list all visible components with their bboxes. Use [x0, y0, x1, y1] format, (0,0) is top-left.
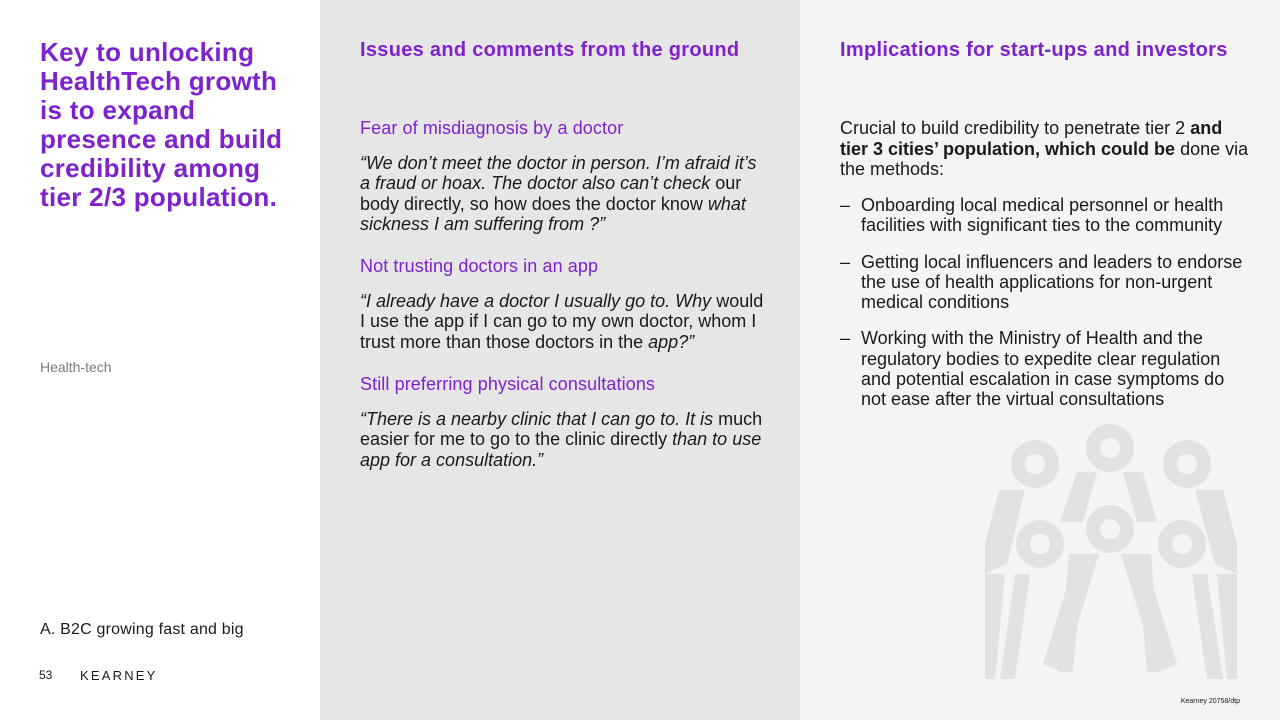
issue-item — [360, 374, 770, 470]
issues-panel — [320, 0, 800, 720]
implications-intro — [840, 118, 1250, 180]
intro-bold: and tier 3 cities’ population, which could be — [840, 118, 1223, 159]
subsection-label: A. B2C growing fast and big — [40, 621, 244, 638]
method-item — [840, 195, 1250, 236]
implications-panel — [800, 0, 1280, 720]
quote-italic-end: app?” — [648, 331, 695, 352]
quote-plain: our body directly, so how does the doctor know — [360, 173, 742, 214]
implications-title: Implications for start-ups and investors — [840, 39, 1228, 61]
quote-italic-start: “I already have a doctor I usually go to. Why — [360, 291, 712, 312]
quote-italic-start: “We don’t meet the doctor in person. I’m afraid it’s a fraud or hoax. The doctor also can’t check — [360, 153, 757, 194]
quote-italic-start: “There is a nearby clinic that I can go to. It is — [360, 409, 714, 430]
dash-bullet: – — [840, 195, 851, 215]
method-item — [840, 252, 1250, 313]
issue-item — [360, 256, 770, 352]
quote-italic-end: than to use app for a consultation.” — [360, 429, 762, 470]
issue-quote — [360, 409, 770, 470]
section-tag: Health-tech — [40, 359, 112, 375]
intro-plain: Crucial to build credibility to penetrate tier 2 — [840, 118, 1191, 138]
dash-bullet: – — [840, 328, 851, 349]
quote-plain: would I use the app if I can go to my own doctor, whom I trust more than those doctors in the — [360, 291, 764, 352]
people-group-icon — [985, 424, 1240, 684]
dash-bullet: – — [840, 251, 851, 272]
issue-item — [360, 118, 770, 234]
intro-tail: done via the methods: — [840, 138, 1249, 179]
issue-heading: Fear of misdiagnosis by a doctor — [360, 118, 624, 138]
issue-heading: Not trusting doctors in an app — [360, 256, 599, 277]
method-text: Working with the Ministry of Health and the regulatory bodies to expedite clear regulation and potential escalation in case symptoms do not ease after the virtual consultations — [861, 328, 1225, 410]
kearney-logo: KEARNEY — [80, 668, 158, 683]
method-item — [840, 328, 1250, 409]
quote-italic-end: what sickness I am suffering from ?” — [360, 193, 746, 234]
issues-list — [360, 118, 770, 492]
methods-list — [840, 195, 1250, 426]
footnote: Kearney 20758/dtp — [1180, 698, 1240, 705]
issues-title: Issues and comments from the ground — [360, 39, 740, 61]
issue-quote — [360, 291, 770, 352]
method-text: Getting local influencers and leaders to endorse the use of health applications for non-urgent medical conditions — [861, 251, 1243, 313]
left-panel — [0, 0, 320, 720]
method-text: Onboarding local medical personnel or health facilities with significant ties to the community — [861, 195, 1224, 236]
quote-plain: much easier for me to go to the clinic directly — [360, 409, 763, 450]
issue-quote — [360, 153, 770, 234]
page-number: 53 — [39, 668, 53, 682]
page-title: Key to unlocking HealthTech growth is to expand presence and build credibility among tier 2/3 population. — [40, 37, 283, 212]
issue-heading: Still preferring physical consultations — [360, 374, 656, 395]
